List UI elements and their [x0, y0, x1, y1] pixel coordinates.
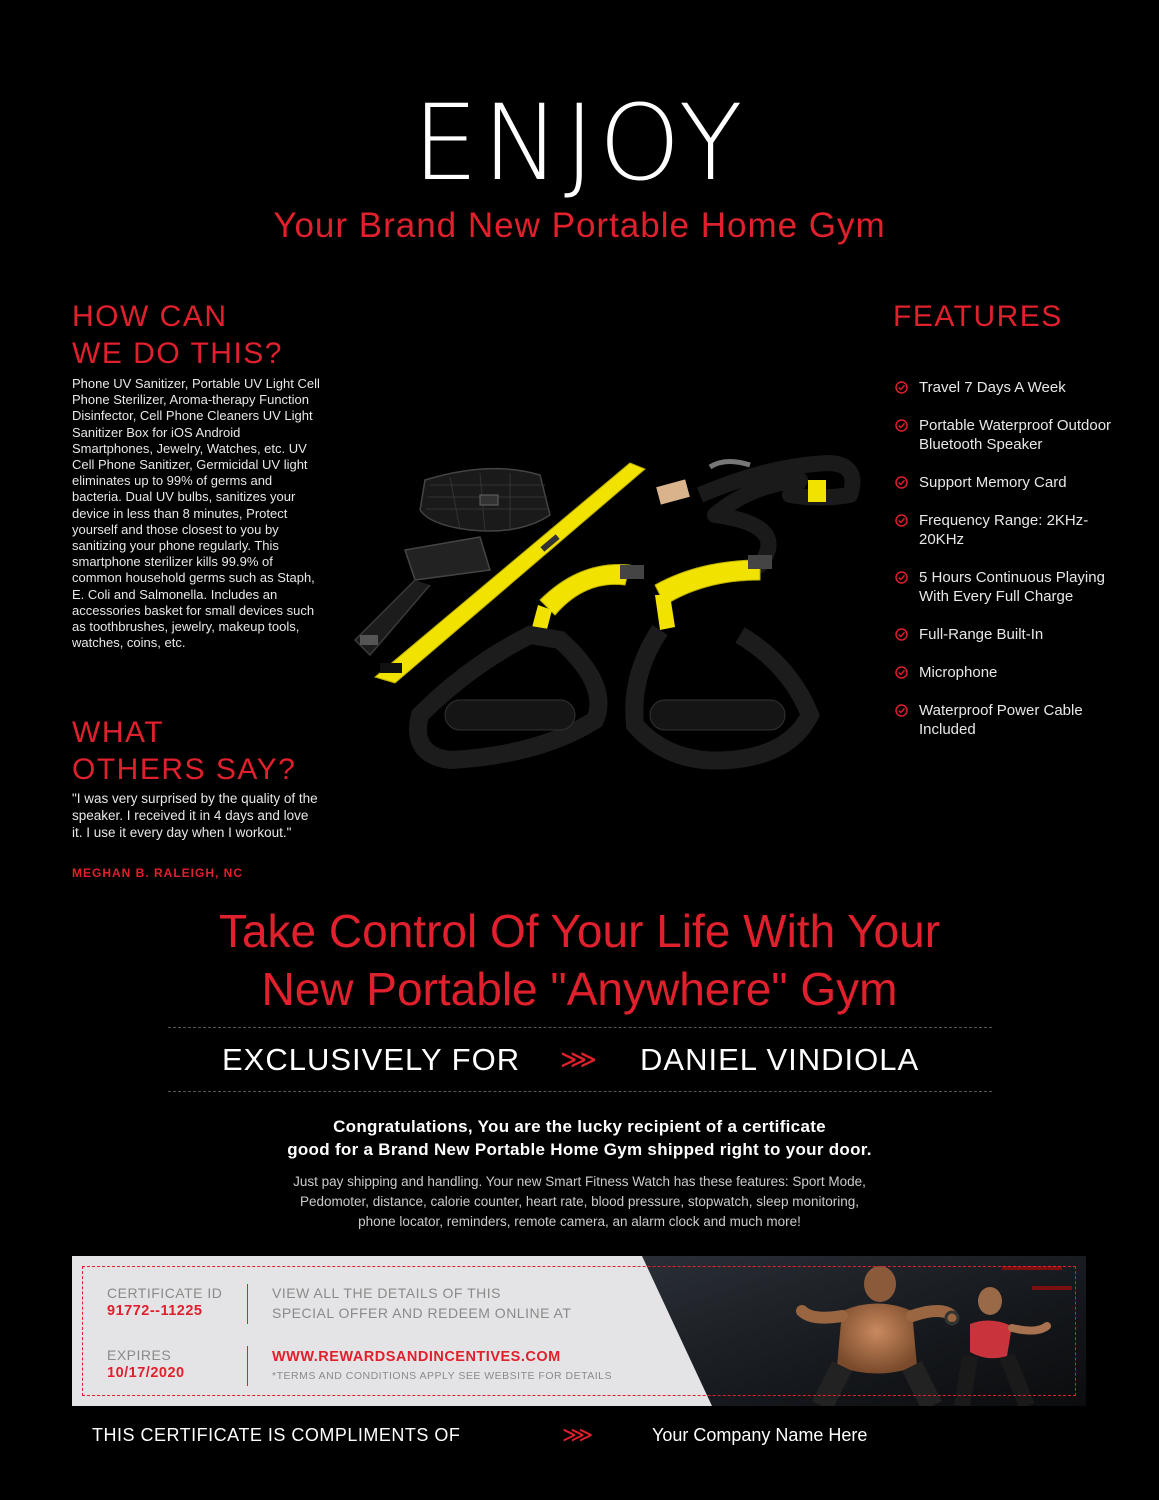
certificate-details-line1: VIEW ALL THE DETAILS OF THIS	[272, 1285, 501, 1301]
feature-text: Travel 7 Days A Week	[919, 379, 1066, 396]
check-circle-icon	[895, 514, 908, 527]
redeem-url-link[interactable]: WWW.REWARDSANDINCENTIVES.COM	[272, 1349, 561, 1365]
feature-text: Microphone	[919, 664, 998, 681]
check-circle-icon	[895, 571, 908, 584]
certificate-details-line2: SPECIAL OFFER AND REDEEM ONLINE AT	[272, 1305, 572, 1321]
check-circle-icon	[895, 628, 908, 641]
congrats-line2: good for a Brand New Portable Home Gym shipped right to your door.	[287, 1140, 872, 1159]
feature-item	[893, 701, 1133, 739]
feature-text: Full-Range Built-In	[919, 626, 1044, 643]
terms-text: *TERMS AND CONDITIONS APPLY SEE WEBSITE FOR DETAILS	[272, 1370, 612, 1382]
certificate-card	[72, 1256, 1086, 1406]
shipping-line2: Pedomoter, distance, calorie counter, heart rate, blood pressure, stopwatch, sleep monitoring,	[299, 1194, 860, 1209]
feature-text: Frequency Range: 2KHz-20KHz	[919, 512, 1089, 548]
feature-text: Portable Waterproof Outdoor Bluetooth Speaker	[919, 417, 1112, 453]
exclusive-label: EXCLUSIVELY FOR	[222, 1042, 521, 1077]
testimonial-title-line1: WHAT	[72, 716, 165, 749]
certificate-id-label: CERTIFICATE ID	[107, 1285, 223, 1301]
congrats-text	[0, 1115, 1159, 1161]
testimonial-title-line2: OTHERS SAY?	[72, 753, 297, 786]
triple-chevron-icon: ⋙	[562, 1422, 587, 1447]
divider-bottom	[168, 1091, 992, 1092]
shipping-text	[0, 1172, 1159, 1232]
feature-item	[893, 416, 1133, 454]
headline-line2: New Portable "Anywhere" Gym	[261, 963, 898, 1015]
feature-item	[893, 473, 1133, 492]
hero-title: ENJOY	[412, 82, 747, 204]
divider-top	[168, 1027, 992, 1028]
check-circle-icon	[895, 476, 908, 489]
footer-company-name: Your Company Name Here	[652, 1425, 868, 1445]
certificate-id-value: 91772--11225	[107, 1303, 203, 1319]
check-circle-icon	[895, 666, 908, 679]
main-headline	[0, 902, 1159, 1018]
feature-item	[893, 625, 1133, 644]
features-title: FEATURES	[893, 300, 1063, 333]
testimonial-section-title	[72, 714, 296, 788]
footer-compliments-label: THIS CERTIFICATE IS COMPLIMENTS OF	[92, 1425, 461, 1445]
features-list	[893, 378, 1133, 758]
feature-item	[893, 378, 1133, 397]
triple-chevron-icon: ⋙	[560, 1044, 589, 1074]
expires-label: EXPIRES	[107, 1347, 172, 1363]
check-circle-icon	[895, 419, 908, 432]
feature-text: Waterproof Power Cable Included	[919, 702, 1083, 738]
certificate-divider	[247, 1284, 248, 1324]
hero-subtitle: Your Brand New Portable Home Gym	[273, 206, 886, 245]
how-title-line1: HOW CAN	[72, 300, 228, 333]
feature-text: 5 Hours Continuous Playing With Every Full Charge	[919, 569, 1105, 605]
how-section-title	[72, 298, 283, 372]
testimonial-author: MEGHAN B. RALEIGH, NC	[72, 866, 243, 880]
feature-item	[893, 568, 1133, 606]
recipient-name: DANIEL VINDIOLA	[640, 1042, 920, 1077]
how-body-text: Phone UV Sanitizer, Portable UV Light Cell Phone Sterilizer, Aroma-therapy Function Disinfector, Cell Phone Cleaners UV Light Sanitizer Box for iOS Android Smartphones, Jewelry, Watches, etc. UV Cell Phone Sanitizer, Germicidal UV light eliminates up to 99% of germs and bacteria. Dual UV bulbs, sanitizes your device in less than 8 minutes, Protect yourself and those closest to you by sanitizing your phone regularly. This smartphone sterilizer kills 99.9% of common household germs such as Staph, E. Coli and Salmonella. Includes an accessories basket for small devices such as toothbrushes, jewelry, makeup tools, watches, coins, etc.	[72, 376, 320, 651]
how-title-line2: WE DO THIS?	[72, 337, 283, 370]
testimonial-quote: "I was very surprised by the quality of the speaker. I received it in 4 days and love it. I use it every day when I workout."	[72, 791, 318, 840]
feature-item	[893, 663, 1133, 682]
suspension-trainer-product-image	[320, 455, 880, 785]
check-circle-icon	[895, 704, 908, 717]
congrats-line1: Congratulations, You are the lucky recipient of a certificate	[333, 1117, 826, 1136]
check-circle-icon	[895, 381, 908, 394]
certificate-divider	[247, 1346, 248, 1386]
headline-line1: Take Control Of Your Life With Your	[218, 905, 941, 957]
expires-value: 10/17/2020	[107, 1365, 185, 1381]
feature-text: Support Memory Card	[919, 474, 1067, 491]
feature-item	[893, 511, 1133, 549]
shipping-line3: phone locator, reminders, remote camera, an alarm clock and much more!	[358, 1214, 801, 1229]
shipping-line1: Just pay shipping and handling. Your new Smart Fitness Watch has these features: Sport Mode,	[293, 1174, 866, 1189]
